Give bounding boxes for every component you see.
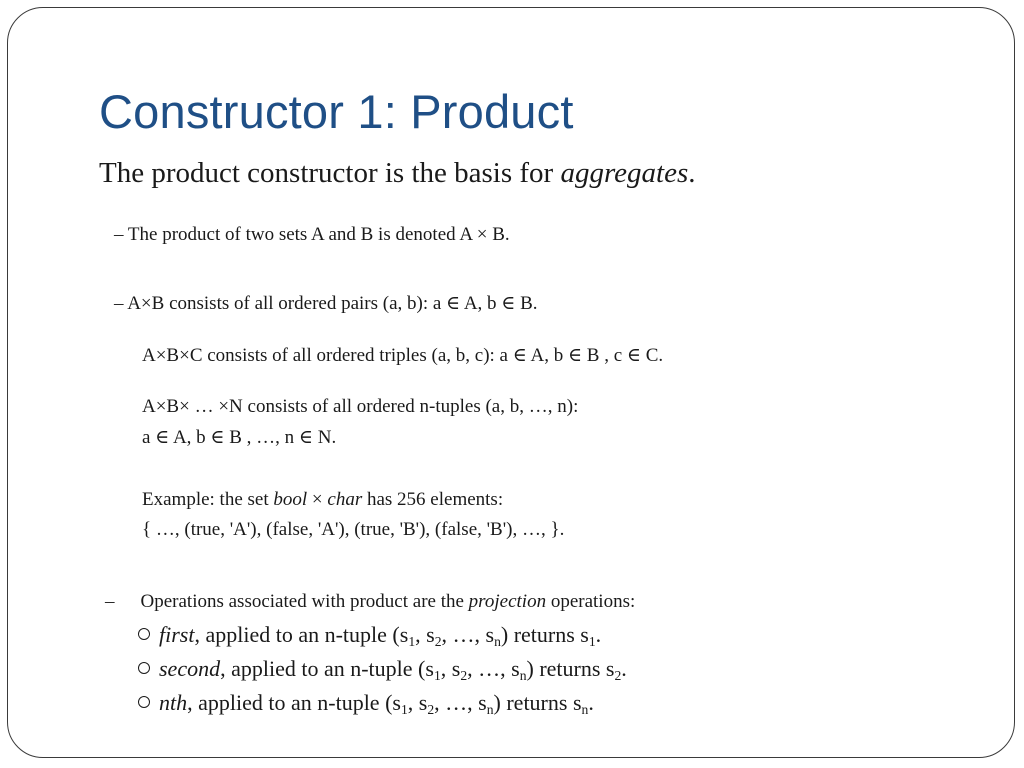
subscript: 1 [588, 634, 596, 650]
subscript: 2 [614, 668, 622, 684]
op-text: . [595, 622, 602, 647]
slide-frame [7, 7, 1015, 758]
dash-marker: – [105, 591, 115, 612]
bullet-projection-operations [105, 591, 635, 613]
subscript: 1 [433, 668, 441, 684]
type-bool: bool [273, 489, 308, 510]
subtitle-text: The product constructor is the basis for [99, 157, 561, 189]
dash-marker: – [114, 293, 124, 314]
op-first [138, 622, 601, 648]
op-second [138, 656, 627, 682]
projection-end: operations: [546, 591, 636, 612]
subscript: n [486, 702, 494, 718]
ordered-triples-text: A×B×C consists of all ordered triples (a, b, c): a ∈ A, b ∈ B , c ∈ C. [142, 345, 664, 366]
subscript: 1 [408, 634, 416, 650]
op-text: , s [440, 656, 461, 681]
subscript: 2 [460, 668, 468, 684]
op-text: , …, s [467, 656, 520, 681]
circle-bullet-icon [138, 696, 150, 708]
subtitle-end: . [688, 157, 696, 189]
subscript: 1 [400, 702, 408, 718]
op-text: . [621, 656, 627, 681]
slide-title: Constructor 1: Product [99, 85, 574, 138]
op-text: . [588, 690, 594, 715]
subscript: 2 [434, 634, 442, 650]
op-text: ) returns s [526, 656, 615, 681]
subscript: n [494, 634, 501, 650]
op-text: ) returns s [500, 622, 589, 647]
op-name: second [159, 656, 221, 681]
op-text: , applied to an n-tuple (s [220, 656, 434, 681]
subscript: n [581, 702, 589, 718]
circle-bullet-icon [138, 628, 150, 640]
bullet-text: The product of two sets A and B is denoted A × B. [127, 224, 510, 245]
projection-emphasis: projection [468, 591, 547, 612]
op-nth [138, 690, 594, 716]
subscript: 2 [427, 702, 435, 718]
bullet-product-definition [114, 224, 510, 246]
op-text: , …, s [441, 622, 495, 647]
projection-text: Operations associated with product are the [140, 591, 469, 612]
op-text: ) returns s [493, 690, 582, 715]
example-prefix: Example: the set [142, 489, 274, 510]
op-name: nth [159, 690, 188, 715]
example-suffix: has 256 elements: [362, 489, 504, 510]
example-line [142, 489, 503, 511]
op-text: , s [415, 622, 435, 647]
op-text: , s [407, 690, 428, 715]
subtitle-emphasis: aggregates [560, 157, 689, 189]
subscript: n [519, 668, 527, 684]
circle-bullet-icon [138, 662, 150, 674]
ordered-ntuples-membership: a ∈ A, b ∈ B , …, n ∈ N. [142, 427, 337, 448]
bullet-ordered-pairs [114, 292, 538, 315]
slide-subtitle [99, 157, 696, 190]
example-set: { …, (true, 'A'), (false, 'A'), (true, 'B'), (false, 'B'), …, }. [142, 519, 565, 540]
times-symbol: × [307, 489, 328, 510]
ordered-ntuples-text: A×B× … ×N consists of all ordered n-tuples (a, b, …, n): [142, 396, 579, 417]
op-text: , applied to an n-tuple (s [194, 622, 409, 647]
op-text: , …, s [434, 690, 487, 715]
op-text: , applied to an n-tuple (s [187, 690, 401, 715]
dash-marker: – [114, 224, 124, 245]
bullet-text: A×B consists of all ordered pairs (a, b): a ∈ A, b ∈ B. [127, 293, 538, 314]
type-char: char [327, 489, 363, 510]
op-name: first [159, 622, 195, 647]
